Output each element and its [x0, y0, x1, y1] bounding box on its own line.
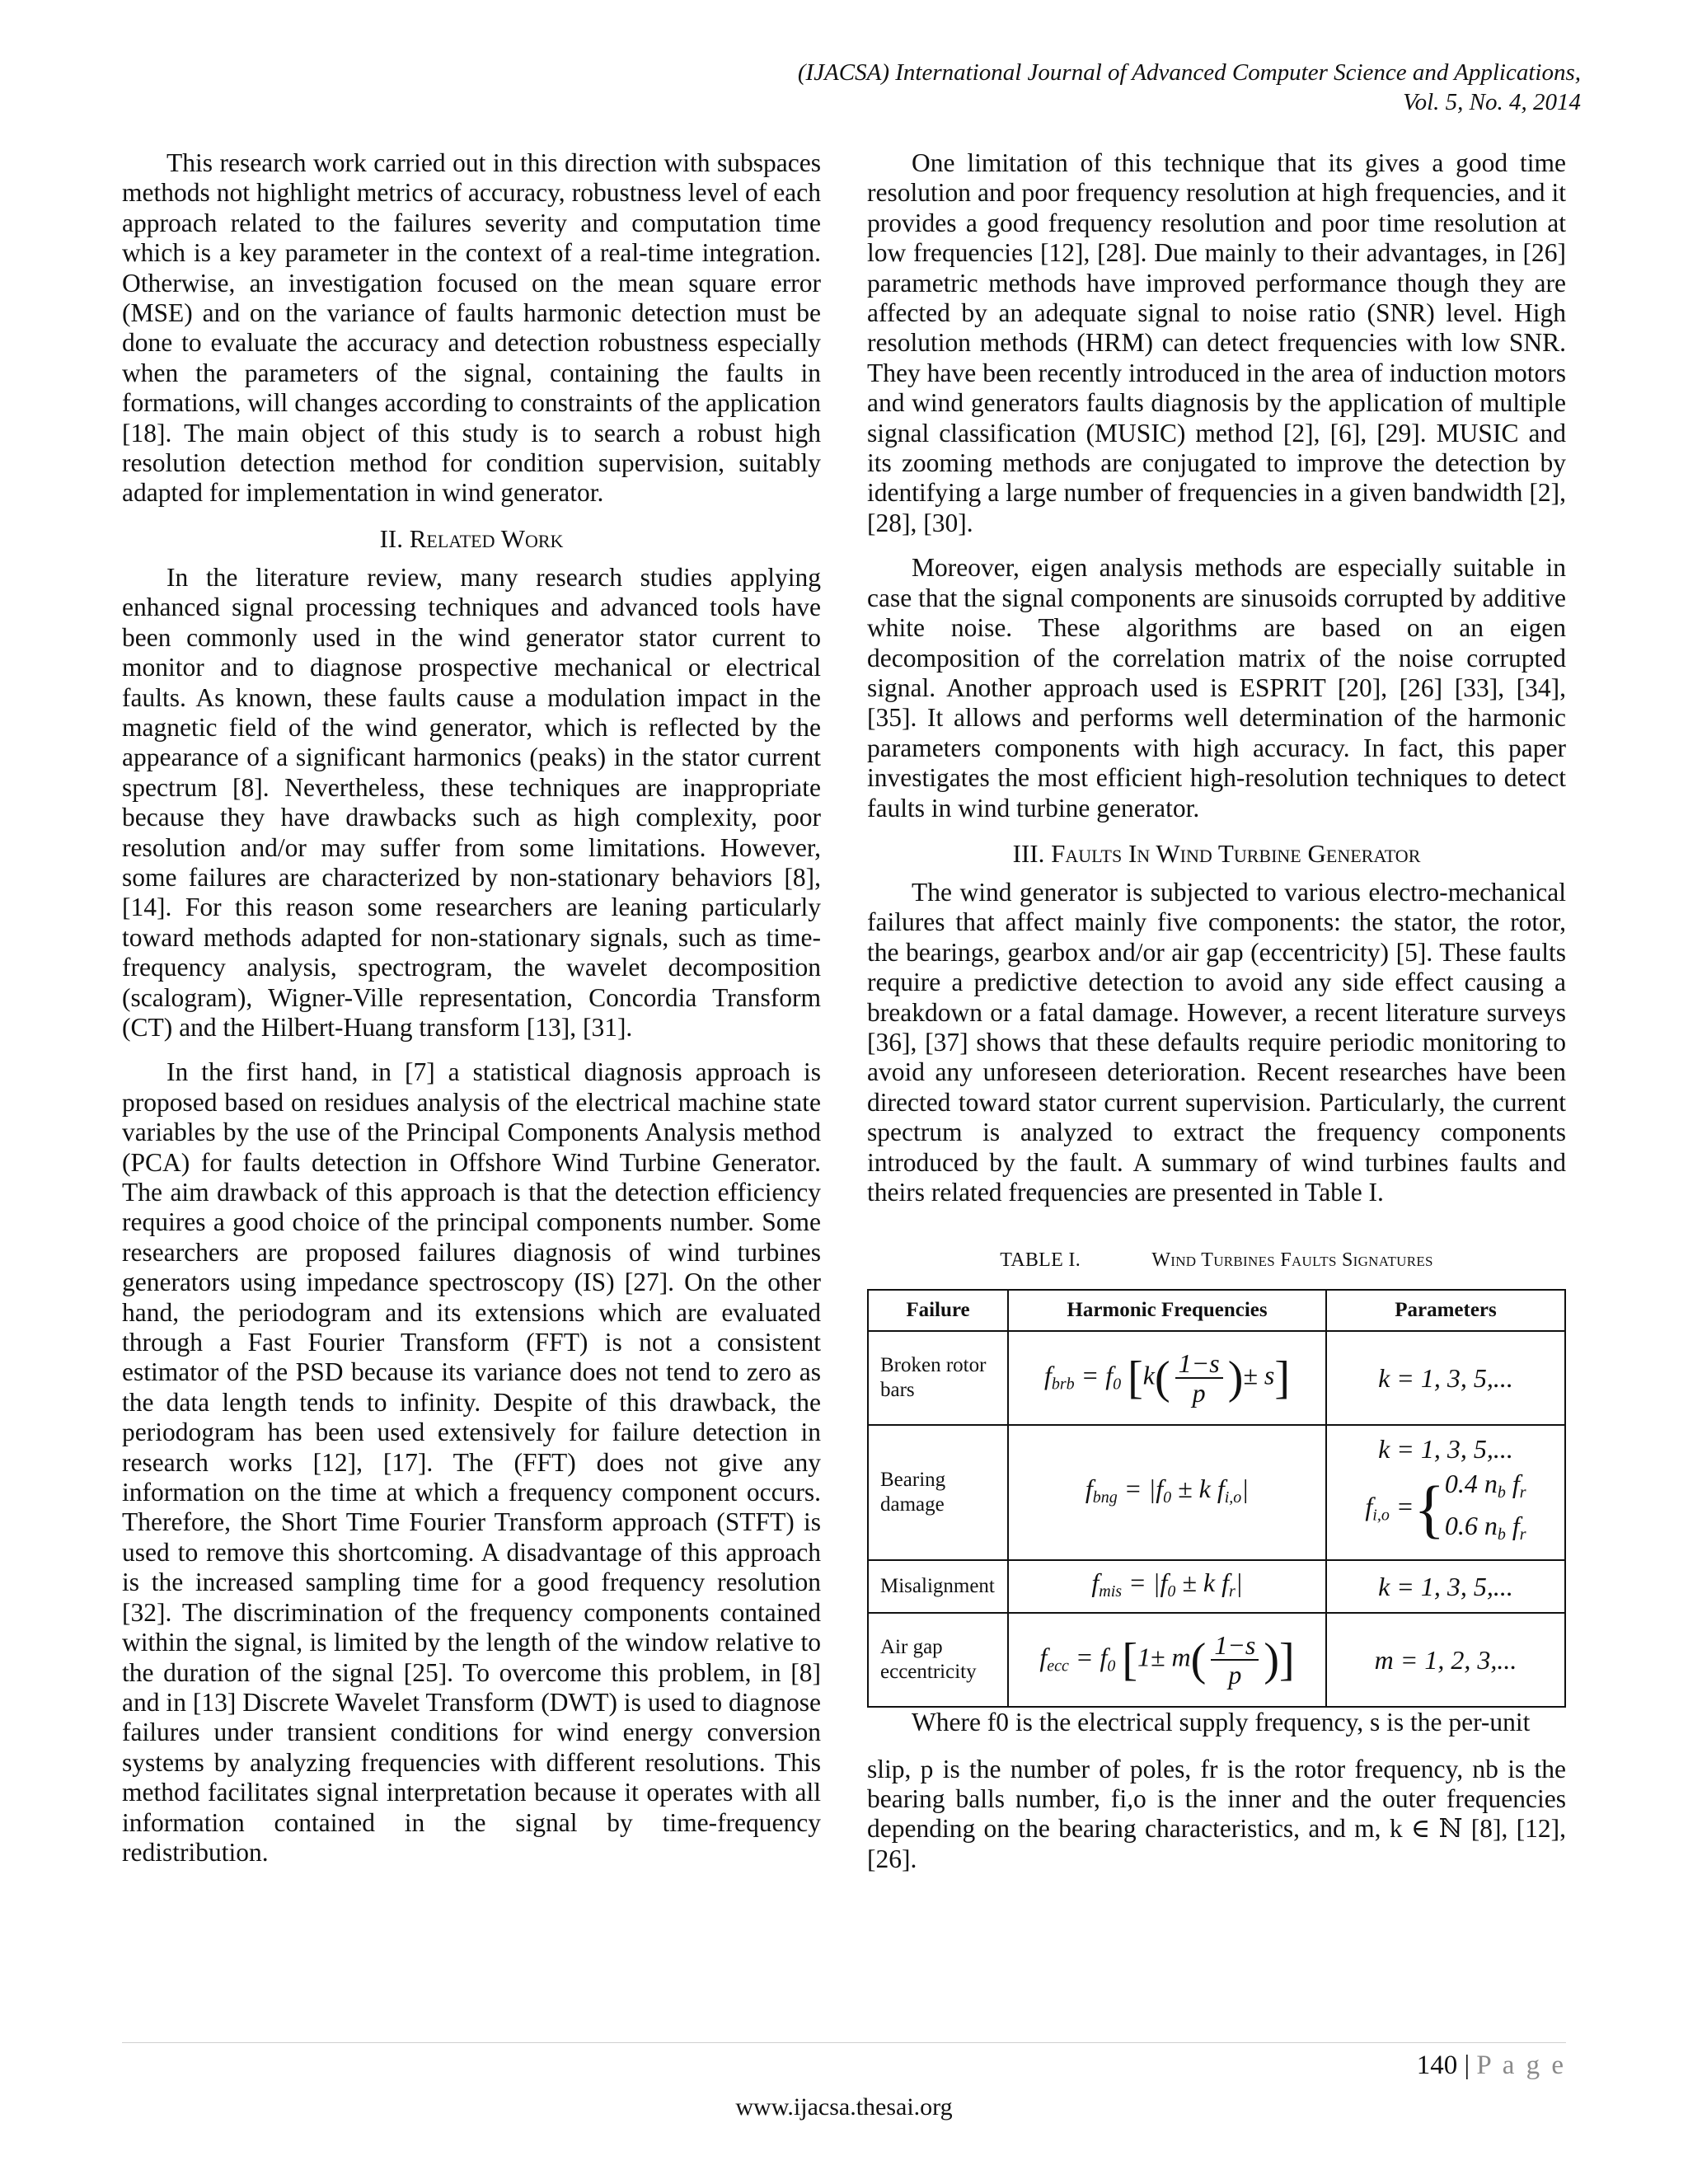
- section-title: Faults In Wind Turbine Generator: [1051, 838, 1421, 868]
- journal-header: [592, 58, 1581, 117]
- right-column: [867, 148, 1566, 1889]
- left-paragraph-2: In the literature review, many research studies applying enhanced signal processing techniques and advanced tools have been commonly used in the wind generator stator current to monitor and to diagnose prospective mechanical or electrical faults. As known, these faults cause a modulation impact in the magnetic field of the wind generator, which is reflected by the appearance of a significant harmonics (peaks) in the stator current spectrum [8]. Nevertheless, these techniques are inappropriate because they have drawbacks such as high complexity, poor resolution and/or may suffer from some limitations. However, some failures are characterized by non-stationary behaviors [8], [14]. For this reason some researchers are leaning particularly toward methods adapted for non-stationary signals, such as time-frequency analysis, spectrogram, the wavelet decomposition (scalogram), Wigner-Ville representation, Concordia Transform (CT) and the Hilbert-Huang transform [13], [31].: [122, 562, 821, 1042]
- cell-failure: Misalignment: [868, 1560, 1008, 1613]
- formula-air-gap-eccentricity: $f_{ecc} = f_0$ [1± m( $\frac{1-s}{p}$ )]: [1008, 1613, 1326, 1707]
- table-caption-title: Wind Turbines Faults Signatures: [1151, 1249, 1433, 1272]
- right-paragraph-3: The wind generator is subjected to various electro-mechanical failures that affect mainly five components: the stator, the rotor, the bearings, gearbox and/or air gap (eccentricity) [5]. These faults require a predictive detection to avoid any side effect causing a breakdown or a fatal damage. However, a recent literature surveys [36], [37] shows that these defaults require periodic monitoring to avoid any unforeseen deterioration. Recent researches have been directed toward stator current supervision. Particularly, the current spectrum is analyzed to extract the frequency components introduced by the fault. A summary of wind turbines faults and theirs related frequencies are presented in Table I.: [867, 877, 1566, 1207]
- faults-table: [867, 1289, 1566, 1708]
- cell-failure: Bearing damage: [868, 1425, 1008, 1560]
- header-harmonic-frequencies: Harmonic Frequencies: [1008, 1290, 1326, 1331]
- header-failure: Failure: [868, 1290, 1008, 1331]
- formula-misalignment: $f_{mis} = |f_0 \pm k$ $f_r|$: [1008, 1560, 1326, 1613]
- formula-bearing-damage: $f_{bng} = |f_0 \pm k$ $f_{i,o}|$: [1008, 1425, 1326, 1560]
- table-caption-number: TABLE I.: [1000, 1249, 1081, 1272]
- section-number: II.: [379, 523, 403, 553]
- left-column: [122, 148, 821, 1882]
- page-label: P a g e: [1476, 2050, 1566, 2080]
- page-number: 140 | P a g e: [1416, 2050, 1566, 2080]
- cell-parameters: k = 1, 3, 5,... $f_{i,o} =\{0.4$ $n_b$ $f_r$ 0.6 $n_b$ $f_r$: [1326, 1425, 1565, 1560]
- left-paragraph-3: In the first hand, in [7] a statistical diagnosis approach is proposed based on residues analysis of the electrical machine state variables by the use of the Principal Components Analysis method (PCA) for faults detection in Offshore Wind Turbine Generator. The aim drawback of this approach is that the detection efficiency requires a good choice of the principal components number. Some researchers are proposed failures diagnosis of wind turbines generators using impedance spectroscopy (IS) [27]. On the other hand, the periodogram and its extensions which are evaluated through a Fast Fourier Transform (FFT) is not a consistent estimator of the PSD because its variance does not tend to zero as the data length tends to infinity. Despite of this drawback, the periodogram has been used extensively for failure detection in research works [12], [17]. The (FFT) does not give any information on the time at which a frequency component occurs. Therefore, the Short Time Fourier Transform approach (STFT) is used to remove this shortcoming. A disadvantage of this approach is the increased sampling time for a good frequency resolution [32]. The discrimination of the frequency components contained within the signal, is limited by the length of the window relative to the duration of the signal [25]. To overcome this problem, in [8] and in [13] Discrete Wavelet Transform (DWT) is used to diagnose failures under transient conditions for wind energy conversion systems by analyzing frequencies with different resolutions. This method facilitates signal interpretation because it operates with all information contained in the signal by time-frequency redistribution.: [122, 1057, 821, 1867]
- param-bearing-f1: 0.4 n: [1444, 1469, 1498, 1499]
- table-row-bearing: [868, 1425, 1565, 1560]
- table-header-row: [868, 1290, 1565, 1331]
- cell-parameters: m = 1, 2, 3,...: [1326, 1613, 1565, 1707]
- table-row-misalignment: [868, 1560, 1565, 1613]
- table-row-air-gap: [868, 1613, 1565, 1707]
- footer-divider: [122, 2042, 1566, 2043]
- journal-volume: Vol. 5, No. 4, 2014: [1403, 89, 1581, 115]
- right-paragraph-1: One limitation of this technique that its gives a good time resolution and poor frequency resolution at high frequencies, and it provides a good frequency resolution and poor time resolution at low frequencies [12], [28]. Due mainly to their advantages, in [26] parametric methods have improved performance though they are affected by an adequate signal to noise ratio (SNR) level. High resolution methods (HRM) can detect frequencies with low SNR. They have been recently introduced in the area of induction motors and wind generators faults diagnosis by the application of multiple signal classification (MUSIC) method [2], [6], [29]. MUSIC and its zooming methods are conjugated to improve the detection by identifying a large number of frequencies in a given bandwidth [2], [28], [30].: [867, 148, 1566, 537]
- journal-title: (IJACSA) International Journal of Advanced Computer Science and Applications,: [797, 59, 1581, 86]
- page-number-value: 140: [1416, 2050, 1458, 2080]
- cell-failure: Air gap eccentricity: [868, 1613, 1008, 1707]
- header-parameters: Parameters: [1326, 1290, 1565, 1331]
- right-paragraph-2: Moreover, eigen analysis methods are especially suitable in case that the signal components are sinusoids corrupted by additive white noise. These algorithms are based on an eigen decomposition of the correlation matrix of the noise corrupted signal. Another approach used is ESPRIT [20], [26] [33], [34], [35]. It allows and performs well determination of the harmonic parameters components with high accuracy. In fact, this paper investigates the most efficient high-resolution techniques to detect faults in wind turbine generator.: [867, 553, 1566, 823]
- section-number: III.: [1012, 838, 1045, 868]
- journal-url: www.ijacsa.thesai.org: [735, 2093, 953, 2121]
- cell-parameters: k = 1, 3, 5,...: [1326, 1331, 1565, 1425]
- formula-broken-rotor-bars: $f_{brb} = f_0$ [k( $\frac{1-s}{p}$ )± s]: [1008, 1331, 1326, 1425]
- cell-failure: Broken rotor bars: [868, 1331, 1008, 1425]
- cell-parameters: k = 1, 3, 5,...: [1326, 1560, 1565, 1613]
- table-row-broken-rotor: [868, 1331, 1565, 1425]
- param-k: k = 1, 3, 5,...: [1378, 1434, 1513, 1465]
- section-title: Related Work: [409, 523, 564, 553]
- after-table-paragraph: slip, p is the number of poles, fr is the rotor frequency, nb is the bearing balls number, fi,o is the inner and the outer frequencies depending on the bearing characteristics, and m, k ∈ ℕ [8], [12], [26].: [867, 1754, 1566, 1873]
- param-bearing-f2: 0.6 n: [1444, 1511, 1498, 1541]
- section-heading-related-work: [122, 523, 821, 555]
- section-heading-faults: [867, 838, 1566, 869]
- after-table-line-1: Where f0 is the electrical supply frequency, s is the per-unit: [912, 1708, 1531, 1737]
- table-caption: [867, 1245, 1566, 1275]
- left-paragraph-1: This research work carried out in this direction with subspaces methods not highlight metrics of accuracy, robustness level of each approach related to the failures severity and computation time which is a key parameter in the context of a real-time integration. Otherwise, an investigation focused on the mean square error (MSE) and on the variance of faults harmonic detection must be done to evaluate the accuracy and detection robustness especially when the parameters of the signal, containing the faults in formations, will changes according to constraints of the application [18]. The main object of this study is to search a robust high resolution detection method for condition supervision, suitably adapted for implementation in wind generator.: [122, 148, 821, 508]
